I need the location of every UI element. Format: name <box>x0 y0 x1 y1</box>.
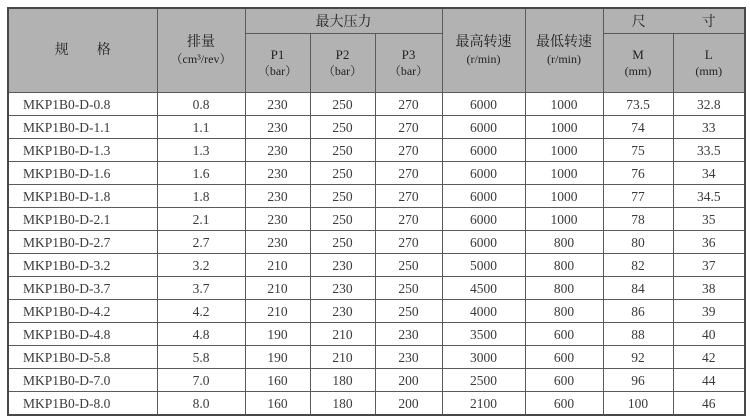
table-row <box>8 346 745 369</box>
value-cell: 35 <box>673 208 745 231</box>
value-cell: 42 <box>673 346 745 369</box>
value-cell: 600 <box>525 323 603 346</box>
value-cell: 36 <box>673 231 745 254</box>
value-cell: 33 <box>673 116 745 139</box>
col-header-p3-label: P3 <box>401 47 416 62</box>
value-cell: 1.8 <box>157 185 245 208</box>
value-cell: 200 <box>375 392 442 416</box>
value-cell: 6000 <box>442 139 525 162</box>
value-cell: 250 <box>310 231 375 254</box>
table-header <box>8 8 745 93</box>
value-cell: 34 <box>673 162 745 185</box>
value-cell: 270 <box>375 116 442 139</box>
value-cell: 1000 <box>525 116 603 139</box>
spec-model-cell: MKP1B0-D-3.7 <box>8 277 157 300</box>
col-header-l <box>673 34 745 93</box>
value-cell: 3.7 <box>157 277 245 300</box>
value-cell: 250 <box>310 162 375 185</box>
value-cell: 230 <box>245 208 310 231</box>
group-header-dimensions <box>603 8 745 34</box>
value-cell: 1.3 <box>157 139 245 162</box>
value-cell: 800 <box>525 231 603 254</box>
value-cell: 92 <box>603 346 673 369</box>
col-header-max-speed <box>442 8 525 93</box>
value-cell: 38 <box>673 277 745 300</box>
col-header-p2 <box>310 34 375 93</box>
value-cell: 230 <box>310 254 375 277</box>
value-cell: 4000 <box>442 300 525 323</box>
col-header-m-unit: (mm) <box>624 64 652 78</box>
spec-model-cell: MKP1B0-D-2.7 <box>8 231 157 254</box>
spec-table-body <box>8 93 745 416</box>
value-cell: 230 <box>245 139 310 162</box>
group-header-dimensions-label: 尺 寸 <box>631 15 716 30</box>
value-cell: 74 <box>603 116 673 139</box>
value-cell: 84 <box>603 277 673 300</box>
value-cell: 1000 <box>525 185 603 208</box>
value-cell: 190 <box>245 346 310 369</box>
value-cell: 33.5 <box>673 139 745 162</box>
spec-model-cell: MKP1B0-D-4.2 <box>8 300 157 323</box>
pump-spec-table <box>7 7 746 416</box>
value-cell: 230 <box>310 300 375 323</box>
spec-model-cell: MKP1B0-D-4.8 <box>8 323 157 346</box>
spec-model-cell: MKP1B0-D-5.8 <box>8 346 157 369</box>
table-row <box>8 392 745 416</box>
value-cell: 2.1 <box>157 208 245 231</box>
value-cell: 82 <box>603 254 673 277</box>
value-cell: 250 <box>375 300 442 323</box>
value-cell: 44 <box>673 369 745 392</box>
value-cell: 270 <box>375 93 442 116</box>
value-cell: 6000 <box>442 231 525 254</box>
col-header-m <box>603 34 673 93</box>
value-cell: 210 <box>245 277 310 300</box>
header-row-groups <box>8 8 745 34</box>
value-cell: 250 <box>375 277 442 300</box>
spec-model-cell: MKP1B0-D-1.8 <box>8 185 157 208</box>
value-cell: 200 <box>375 369 442 392</box>
value-cell: 32.8 <box>673 93 745 116</box>
col-header-min-speed-label: 最低转速 <box>536 35 592 50</box>
col-header-max-speed-label: 最高转速 <box>455 35 512 50</box>
value-cell: 800 <box>525 277 603 300</box>
value-cell: 4.8 <box>157 323 245 346</box>
table-row <box>8 93 745 116</box>
value-cell: 270 <box>375 208 442 231</box>
value-cell: 8.0 <box>157 392 245 416</box>
value-cell: 160 <box>245 369 310 392</box>
table-row <box>8 162 745 185</box>
value-cell: 230 <box>245 162 310 185</box>
value-cell: 180 <box>310 369 375 392</box>
col-header-min-speed-unit: (r/min) <box>547 52 581 66</box>
col-header-displacement <box>157 8 245 93</box>
value-cell: 230 <box>310 277 375 300</box>
value-cell: 250 <box>310 185 375 208</box>
value-cell: 800 <box>525 254 603 277</box>
table-row <box>8 300 745 323</box>
spec-model-cell: MKP1B0-D-7.0 <box>8 369 157 392</box>
group-header-max-pressure-label: 最大压力 <box>315 15 372 30</box>
value-cell: 6000 <box>442 93 525 116</box>
value-cell: 2100 <box>442 392 525 416</box>
table-row <box>8 277 745 300</box>
value-cell: 75 <box>603 139 673 162</box>
col-header-spec <box>8 8 157 93</box>
spec-model-cell: MKP1B0-D-1.3 <box>8 139 157 162</box>
value-cell: 77 <box>603 185 673 208</box>
value-cell: 230 <box>375 346 442 369</box>
value-cell: 250 <box>310 139 375 162</box>
spec-model-cell: MKP1B0-D-8.0 <box>8 392 157 416</box>
value-cell: 5000 <box>442 254 525 277</box>
group-header-max-pressure <box>245 8 442 34</box>
col-header-p1-label: P1 <box>270 47 285 62</box>
col-header-m-label: M <box>632 47 644 62</box>
table-row <box>8 185 745 208</box>
table-row <box>8 139 745 162</box>
col-header-displacement-unit: （cm³/rev） <box>170 52 232 66</box>
value-cell: 160 <box>245 392 310 416</box>
spec-model-cell: MKP1B0-D-1.6 <box>8 162 157 185</box>
value-cell: 600 <box>525 346 603 369</box>
value-cell: 3500 <box>442 323 525 346</box>
value-cell: 6000 <box>442 185 525 208</box>
table-row <box>8 231 745 254</box>
value-cell: 1000 <box>525 93 603 116</box>
value-cell: 190 <box>245 323 310 346</box>
value-cell: 210 <box>310 323 375 346</box>
col-header-p1 <box>245 34 310 93</box>
value-cell: 6000 <box>442 116 525 139</box>
value-cell: 2.7 <box>157 231 245 254</box>
col-header-displacement-label: 排量 <box>187 35 215 50</box>
value-cell: 46 <box>673 392 745 416</box>
value-cell: 250 <box>310 116 375 139</box>
value-cell: 3.2 <box>157 254 245 277</box>
value-cell: 37 <box>673 254 745 277</box>
value-cell: 2500 <box>442 369 525 392</box>
col-header-min-speed <box>525 8 603 93</box>
value-cell: 6000 <box>442 208 525 231</box>
value-cell: 250 <box>375 254 442 277</box>
table-row <box>8 254 745 277</box>
value-cell: 40 <box>673 323 745 346</box>
value-cell: 210 <box>245 254 310 277</box>
value-cell: 5.8 <box>157 346 245 369</box>
value-cell: 250 <box>310 93 375 116</box>
value-cell: 80 <box>603 231 673 254</box>
col-header-p3 <box>375 34 442 93</box>
spec-model-cell: MKP1B0-D-1.1 <box>8 116 157 139</box>
value-cell: 230 <box>245 93 310 116</box>
value-cell: 250 <box>310 208 375 231</box>
value-cell: 73.5 <box>603 93 673 116</box>
value-cell: 1000 <box>525 162 603 185</box>
value-cell: 34.5 <box>673 185 745 208</box>
value-cell: 600 <box>525 369 603 392</box>
col-header-l-label: L <box>704 47 713 62</box>
value-cell: 1000 <box>525 208 603 231</box>
value-cell: 1.1 <box>157 116 245 139</box>
value-cell: 96 <box>603 369 673 392</box>
table-row <box>8 369 745 392</box>
value-cell: 230 <box>245 116 310 139</box>
col-header-spec-label: 规 格 <box>54 43 111 58</box>
table-row <box>8 208 745 231</box>
value-cell: 88 <box>603 323 673 346</box>
value-cell: 6000 <box>442 162 525 185</box>
value-cell: 3000 <box>442 346 525 369</box>
value-cell: 0.8 <box>157 93 245 116</box>
value-cell: 76 <box>603 162 673 185</box>
value-cell: 270 <box>375 231 442 254</box>
table-row <box>8 323 745 346</box>
spec-table-container <box>7 7 746 416</box>
value-cell: 270 <box>375 185 442 208</box>
value-cell: 210 <box>310 346 375 369</box>
value-cell: 7.0 <box>157 369 245 392</box>
col-header-p2-label: P2 <box>335 47 350 62</box>
col-header-p3-unit: （bar） <box>388 64 429 78</box>
table-row <box>8 116 745 139</box>
value-cell: 86 <box>603 300 673 323</box>
value-cell: 600 <box>525 392 603 416</box>
value-cell: 180 <box>310 392 375 416</box>
value-cell: 39 <box>673 300 745 323</box>
spec-model-cell: MKP1B0-D-2.1 <box>8 208 157 231</box>
value-cell: 800 <box>525 300 603 323</box>
spec-model-cell: MKP1B0-D-0.8 <box>8 93 157 116</box>
value-cell: 230 <box>245 231 310 254</box>
value-cell: 210 <box>245 300 310 323</box>
value-cell: 1.6 <box>157 162 245 185</box>
spec-model-cell: MKP1B0-D-3.2 <box>8 254 157 277</box>
value-cell: 270 <box>375 162 442 185</box>
value-cell: 4500 <box>442 277 525 300</box>
col-header-p2-unit: （bar） <box>322 64 363 78</box>
col-header-l-unit: (mm) <box>695 64 723 78</box>
value-cell: 4.2 <box>157 300 245 323</box>
col-header-p1-unit: （bar） <box>257 64 298 78</box>
value-cell: 270 <box>375 139 442 162</box>
value-cell: 100 <box>603 392 673 416</box>
col-header-max-speed-unit: (r/min) <box>466 52 501 66</box>
value-cell: 1000 <box>525 139 603 162</box>
value-cell: 230 <box>245 185 310 208</box>
value-cell: 78 <box>603 208 673 231</box>
value-cell: 230 <box>375 323 442 346</box>
